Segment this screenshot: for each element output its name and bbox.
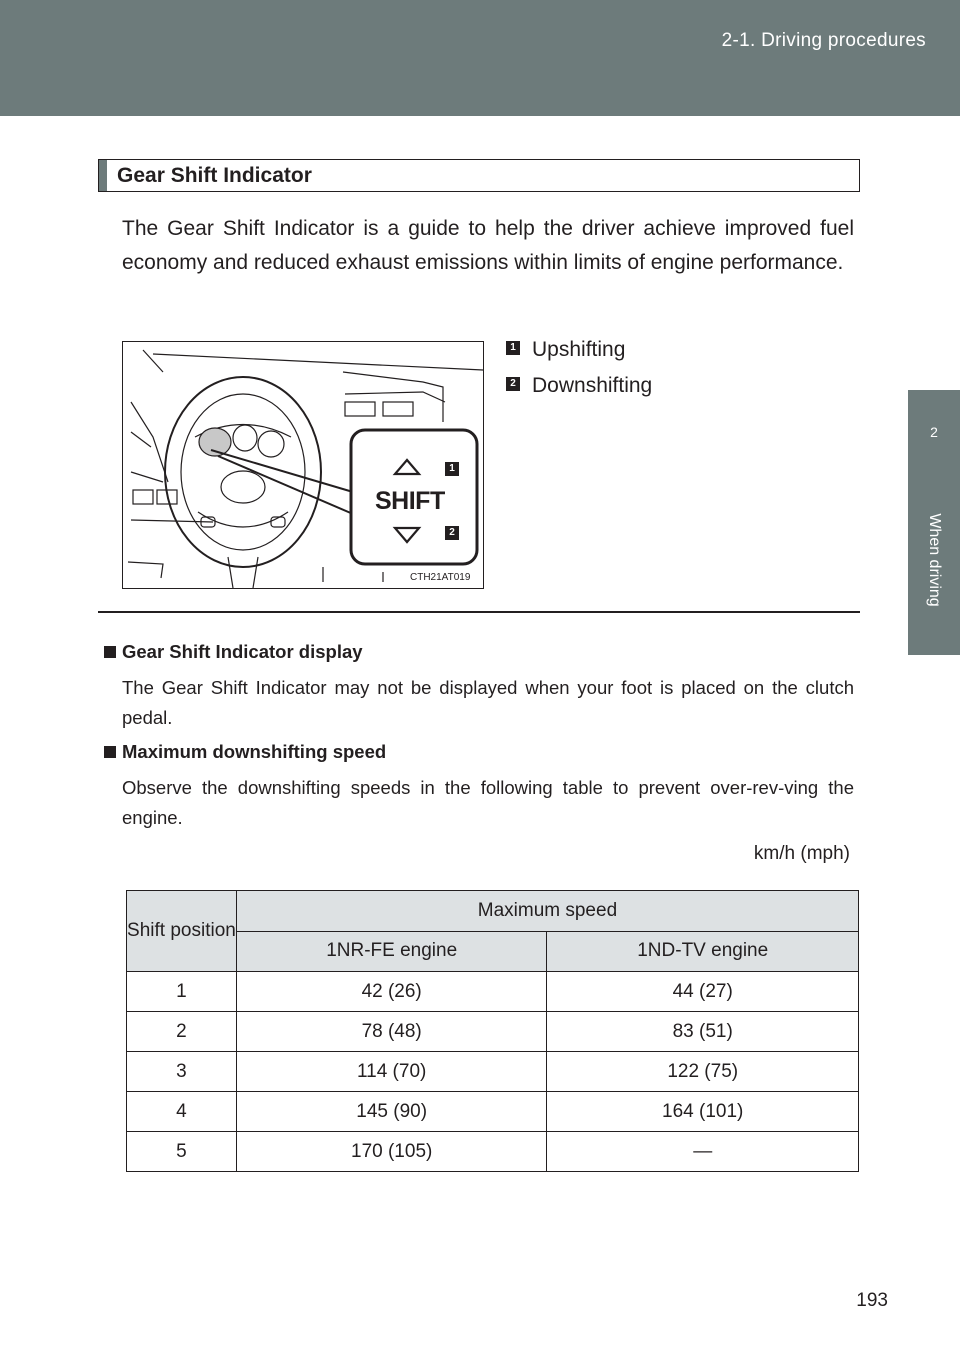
table-row	[127, 1132, 859, 1172]
chapter-label: When driving	[926, 513, 943, 607]
legend-badge: 2	[506, 377, 520, 391]
cell-engine-a: 42 (26)	[236, 972, 547, 1012]
cell-engine-a: 78 (48)	[236, 1012, 547, 1052]
section-heading-bar	[99, 160, 107, 191]
cell-position: 1	[127, 972, 237, 1012]
square-bullet-icon	[104, 646, 116, 658]
cell-position: 2	[127, 1012, 237, 1052]
shift-label: SHIFT	[375, 487, 445, 515]
header-shift-position: Shift position	[127, 891, 237, 972]
cell-engine-a: 170 (105)	[236, 1132, 547, 1172]
legend-badge: 1	[506, 341, 520, 355]
legend-item-downshifting	[506, 374, 652, 398]
table-row	[127, 1012, 859, 1052]
legend-item-upshifting	[506, 338, 625, 362]
legend-label: Downshifting	[532, 374, 653, 397]
cell-position: 3	[127, 1052, 237, 1092]
callout-badge-2: 2	[449, 527, 455, 538]
table-row	[127, 972, 859, 1012]
header-section-title: 2-1. Driving procedures	[721, 30, 926, 51]
callout-badge-1: 1	[449, 463, 455, 474]
square-bullet-icon	[104, 746, 116, 758]
cell-engine-b: 83 (51)	[547, 1012, 859, 1052]
note-heading	[104, 741, 386, 763]
table-row	[127, 1092, 859, 1132]
table-unit-label: km/h (mph)	[753, 843, 850, 864]
header-maximum-speed: Maximum speed	[236, 891, 858, 932]
table-row	[127, 1052, 859, 1092]
cell-position: 4	[127, 1092, 237, 1132]
page-number: 193	[856, 1290, 888, 1311]
chapter-number-tab: 2	[908, 390, 960, 475]
note-heading	[104, 641, 363, 663]
figure-code: CTH21AT019	[410, 572, 471, 583]
cell-engine-a: 114 (70)	[236, 1052, 547, 1092]
max-speed-table	[126, 890, 859, 1172]
cell-engine-b: 164 (101)	[547, 1092, 859, 1132]
cell-engine-b: 44 (27)	[547, 972, 859, 1012]
cell-engine-b: —	[547, 1132, 859, 1172]
page-header	[0, 0, 960, 116]
header-engine-a: 1NR-FE engine	[236, 931, 547, 972]
section-heading-box	[98, 159, 860, 192]
intro-paragraph: The Gear Shift Indicator is a guide to help the driver achieve improved fuel economy and reduced exhaust emissions within limits of engine performance.	[122, 217, 854, 274]
cell-engine-b: 122 (75)	[547, 1052, 859, 1092]
header-engine-b: 1ND-TV engine	[547, 931, 859, 972]
note-heading-text: Gear Shift Indicator display	[122, 641, 363, 662]
note-paragraph: The Gear Shift Indicator may not be displayed when your foot is placed on the clutch pedal.	[122, 677, 854, 728]
section-title: Gear Shift Indicator	[117, 164, 312, 187]
cell-engine-a: 145 (90)	[236, 1092, 547, 1132]
cell-position: 5	[127, 1132, 237, 1172]
note-paragraph: Observe the downshifting speeds in the following table to prevent over-rev-ving the engine.	[122, 777, 854, 828]
legend-label: Upshifting	[532, 338, 626, 361]
dashboard-illustration	[122, 341, 484, 589]
note-heading-text: Maximum downshifting speed	[122, 741, 387, 762]
divider-rule	[98, 611, 860, 613]
